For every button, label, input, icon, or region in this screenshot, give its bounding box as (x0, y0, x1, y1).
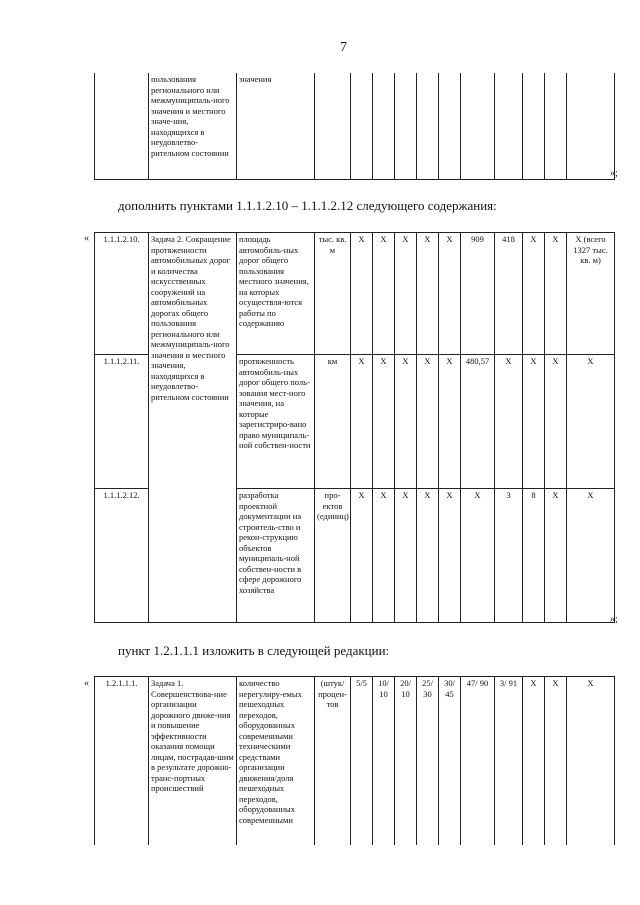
paragraph-new-edition: пункт 1.2.1.1.1 изложить в следующей редакции: (118, 643, 390, 658)
cell-task: пользования регионального или межмуниципаль-ного значения и местного значе-ния, находящихся в неудовлетво-рительном состоянии (149, 73, 237, 179)
table-row: 1.1.1.2.12. разработка проектной документации на строитель-ство и рекон-струкцию объектов муниципаль-ной собствен-ности в сфере дорожного хозяйства про-ектов (единиц) X X X X X X 3 8 X X (95, 489, 615, 623)
row-number: 1.1.1.2.11. (95, 355, 149, 489)
edition-table (94, 676, 615, 845)
unit-cell: тыс. кв. м (315, 233, 351, 355)
task-cell: Задача 1. Совершенствова-ние организации дорожного движе-ния и повышение эффективности оказания помощи лицам, пострадав-шим в результате дорожно-транс-портных происшествий (149, 677, 237, 845)
unit-cell: про-ектов (единиц) (315, 489, 351, 623)
row-number: 1.1.1.2.10. (95, 233, 149, 355)
continuation-table (94, 73, 615, 180)
indicator-cell: разработка проектной документации на строитель-ство и рекон-струкцию объектов муниципаль-ной собствен-ности в сфере дорожного хозяйства (237, 489, 315, 623)
items-table (94, 232, 615, 623)
table-row: 1.1.1.2.11. протяженность автомобиль-ных дорог общего поль-зования мест-ного значения, на которые зарегистриро-вано право муниципаль-ной собствен-ности км X X X X X 480,57 X X X X (95, 355, 615, 489)
opening-quote-2: « (84, 233, 89, 244)
task-cell: Задача 2. Сокращение протяженности автомобильных дорог и количества искусственных сооружений на автомобильных дорогах общего пользования регионального или межмуниципаль-ного значения и местного значения, находящихся в неудовлетво-рительном состоянии (149, 233, 237, 623)
row-number: 1.2.1.1.1. (95, 677, 149, 845)
page-number: 7 (340, 40, 347, 55)
opening-quote-3: « (84, 678, 89, 689)
row-number: 1.1.1.2.12. (95, 489, 149, 623)
closing-quote-1: »; (610, 168, 618, 179)
cell-indicator: значения (237, 73, 315, 179)
unit-cell: км (315, 355, 351, 489)
indicator-cell: количество нерегулиру-емых пешеходных переходов, оборудованных современными техническими средствами организации движения/доля пешеходных переходов, оборудованных современными (237, 677, 315, 845)
closing-quote-2: »; (610, 614, 618, 625)
table-row: 1.2.1.1.1. Задача 1. Совершенствова-ние организации дорожного движе-ния и повышение эффективности оказания помощи лицам, пострадав-шим в результате дорожно-транс-портных происшествий количество нерегулиру-емых пешеходных переходов, оборудованных современными техническими средствами организации движения/доля пешеходных переходов, оборудованных современными (штук/ процен-тов 5/5 10/ 10 20/ 10 25/ 30 30/ 45 47/ 90 3/ 91 X X X (95, 677, 615, 845)
paragraph-add-items: дополнить пунктами 1.1.1.2.10 – 1.1.1.2.12 следующего содержания: (118, 198, 497, 213)
indicator-cell: площадь автомобиль-ных дорог общего пользования местного значения, на которых осуществля-ются работы по содержанию (237, 233, 315, 355)
indicator-cell: протяженность автомобиль-ных дорог общего поль-зования мест-ного значения, на которые зарегистриро-вано право муниципаль-ной собствен-ности (237, 355, 315, 489)
table-row: 1.1.1.2.10. Задача 2. Сокращение протяженности автомобильных дорог и количества искусственных сооружений на автомобильных дорогах общего пользования регионального или межмуниципаль-ного значения и местного значения, находящихся в неудовлетво-рительном состоянии площадь автомобиль-ных дорог общего пользования местного значения, на которых осуществля-ются работы по содержанию тыс. кв. м X X X X X 909 418 X X X (всего 1327 тыс. кв. м) (95, 233, 615, 355)
unit-cell: (штук/ процен-тов (315, 677, 351, 845)
cell-number (95, 73, 149, 179)
